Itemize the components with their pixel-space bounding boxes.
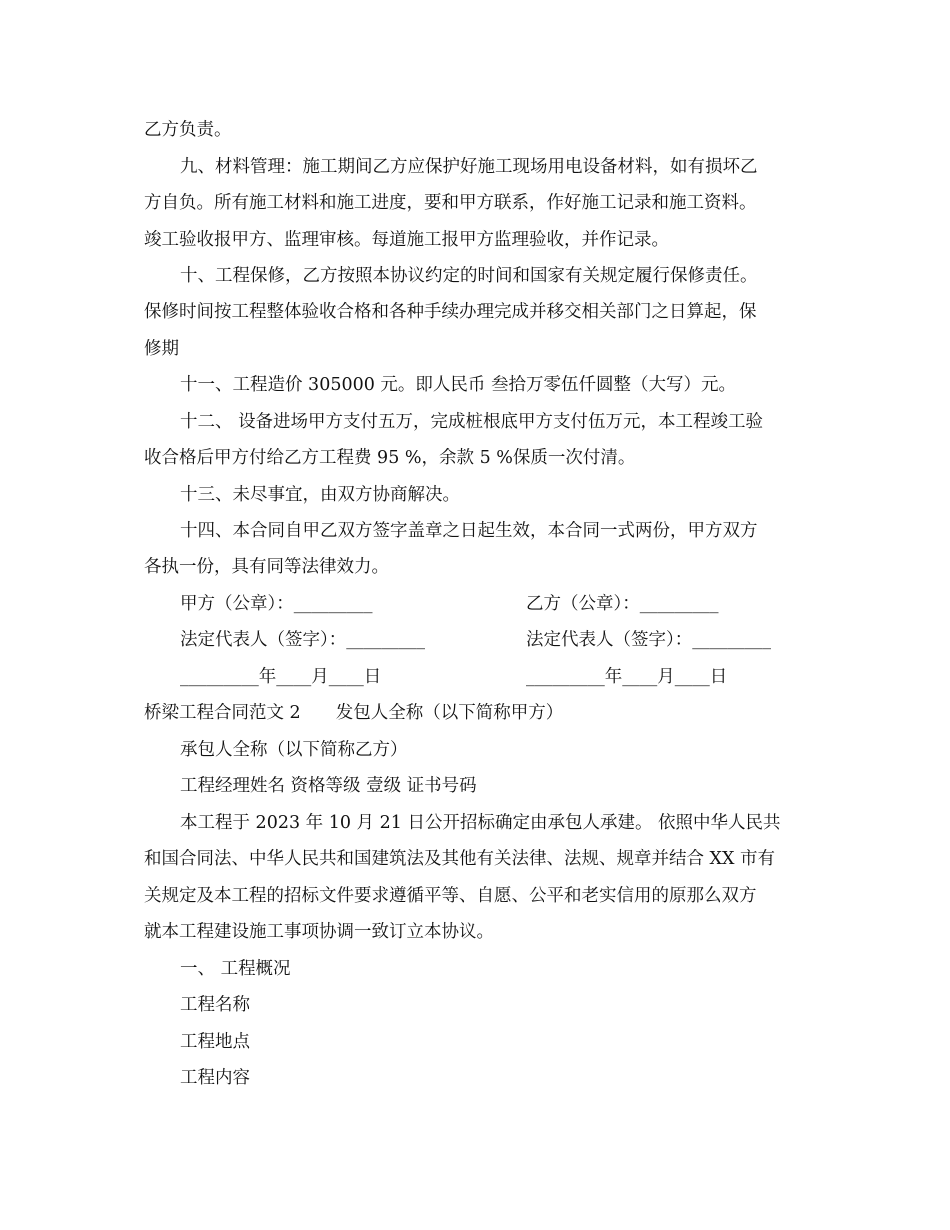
project-location-label: 工程地点	[180, 1032, 250, 1052]
project-name-label: 工程名称	[180, 995, 250, 1015]
party-a-seal: 甲方（公章）：_________	[180, 594, 373, 614]
contractor-line: 承包人全称（以下简称乙方）	[180, 740, 408, 760]
text-line: 收合格后甲方付给乙方工程费 95 %，余款 5 %保质一次付清。	[144, 448, 636, 468]
overview-heading: 一、 工程概况	[180, 959, 291, 979]
clause-12-line: 十二、 设备进场甲方支付五万，完成桩根底甲方支付伍万元，本工程竣工验	[180, 412, 764, 432]
agreement-paragraph-line: 本工程于 2023 年 10 月 21 日公开招标确定由承包人承建。 依照中华人民共	[180, 813, 781, 833]
party-b-date: _________年____月____日	[526, 667, 728, 687]
agreement-paragraph-line: 就本工程建设施工事项协调一致订立本协议。	[144, 922, 494, 942]
clause-10-line: 十、工程保修，乙方按照本协议约定的时间和国家有关规定履行保修责任。	[180, 266, 758, 286]
party-b-seal: 乙方（公章）：_________	[526, 594, 719, 614]
section-2-title: 桥梁工程合同范文 2 发包人全称（以下简称甲方）	[144, 703, 564, 723]
clause-14-line: 十四、本合同自甲乙双方签字盖章之日起生效，本合同一式两份，甲方双方	[180, 521, 758, 541]
agreement-paragraph-line: 关规定及本工程的招标文件要求遵循平等、自愿、公平和老实信用的原那么双方	[144, 886, 757, 906]
party-a-date: _________年____月____日	[180, 667, 382, 687]
text-line: 乙方负责。	[144, 120, 232, 140]
party-a-representative: 法定代表人（签字）：_________	[180, 630, 425, 650]
clause-11-line: 十一、工程造价 305000 元。即人民币 叁拾万零伍仟圆整（大写）元。	[180, 375, 736, 395]
text-line: 各执一份，具有同等法律效力。	[144, 557, 389, 577]
agreement-paragraph-line: 和国合同法、中华人民共和国建筑法及其他有关法律、法规、规章并结合 XX 市有	[144, 849, 776, 869]
party-b-representative: 法定代表人（签字）：_________	[526, 630, 771, 650]
clause-13-line: 十三、未尽事宜，由双方协商解决。	[180, 485, 460, 505]
clause-9-line: 九、材料管理：施工期间乙方应保护好施工现场用电设备材料，如有损坏乙	[180, 157, 758, 177]
text-line: 保修时间按工程整体验收合格和各种手续办理完成并移交相关部门之日算起，保	[144, 302, 757, 322]
manager-line: 工程经理姓名 资格等级 壹级 证书号码	[180, 776, 477, 796]
project-content-label: 工程内容	[180, 1068, 250, 1088]
text-line: 方自负。所有施工材料和施工进度，要和甲方联系，作好施工记录和施工资料。	[144, 193, 757, 213]
text-line: 修期	[144, 339, 179, 359]
text-line: 竣工验收报甲方、监理审核。每道施工报甲方监理验收，并作记录。	[144, 230, 669, 250]
